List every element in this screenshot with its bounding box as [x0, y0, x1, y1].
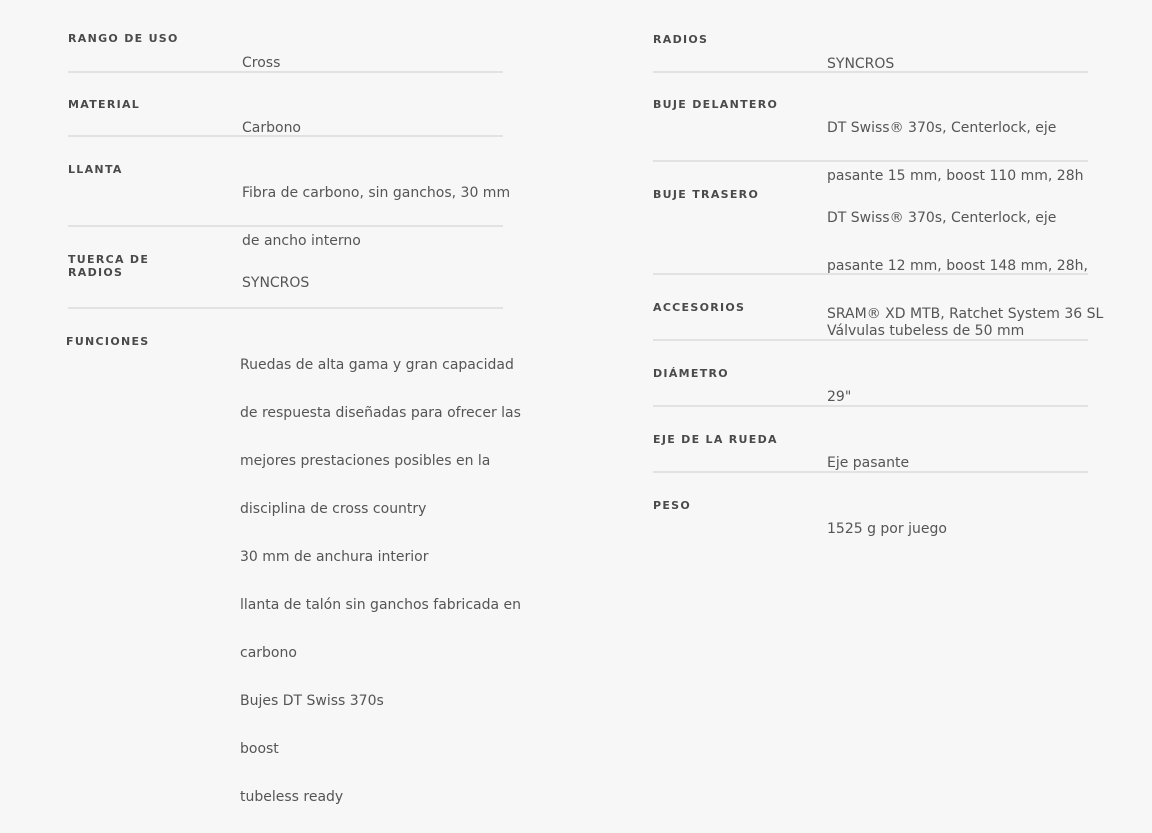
spec-value-line: tubeless ready [240, 789, 344, 805]
spec-label: FUNCIONES [66, 335, 150, 348]
spec-label-line: TUERCA DE [68, 253, 150, 266]
spec-value-line: pasante 12 mm, boost 148 mm, 28h, [827, 258, 1088, 274]
spec-value-line: Válvulas tubeless de 50 mm [827, 323, 1025, 339]
spec-label: PESO [653, 499, 692, 512]
spec-row-funciones [66, 309, 521, 805]
spec-value-line: carbono [240, 645, 297, 661]
spec-value-line: llanta de talón sin ganchos fabricada en [240, 597, 521, 613]
spec-row-material [68, 73, 503, 137]
spec-row-tuerca-de-radios [68, 227, 503, 309]
spec-value-line: DT Swiss® 370s, Centerlock, eje [827, 120, 1057, 136]
spec-label: EJE DE LA RUEDA [653, 433, 778, 446]
spec-value-line: 1525 g por juego [827, 521, 947, 537]
spec-label-line: RADIOS [68, 266, 124, 279]
spec-value-line: mejores prestaciones posibles en la [240, 453, 491, 469]
spec-label: DIÁMETRO [653, 367, 729, 380]
spec-value-line: pasante 15 mm, boost 110 mm, 28h [827, 168, 1084, 184]
spec-value-line: SYNCROS [827, 56, 895, 72]
spec-value [240, 329, 521, 833]
spec-value-line: DT Swiss® 370s, Centerlock, eje [827, 210, 1057, 226]
spec-value-line: SRAM® XD MTB, Ratchet System 36 SL [827, 306, 1104, 322]
spec-value-line: Carbono [242, 120, 302, 136]
spec-label: BUJE TRASERO [653, 188, 760, 201]
spec-value-line: Ruedas de alta gama y gran capacidad [240, 357, 514, 373]
spec-value [827, 493, 1097, 565]
spec-value-line: Fibra de carbono, sin ganchos, 30 mm [242, 185, 511, 201]
spec-label: RADIOS [653, 33, 709, 46]
spec-row-radios [653, 27, 1088, 73]
spec-value-line: Bujes DT Swiss 370s [240, 693, 384, 709]
spec-value-line: de respuesta diseñadas para ofrecer las [240, 405, 521, 421]
spec-label: LLANTA [68, 163, 123, 176]
spec-row-accesorios [653, 275, 1088, 341]
spec-value-line: boost [240, 741, 279, 757]
spec-value-line: Eje pasante [827, 455, 910, 471]
spec-value-line: SYNCROS [242, 275, 310, 291]
spec-row-diametro [653, 341, 1088, 407]
spec-row-rango-de-uso [68, 26, 503, 73]
spec-label [68, 253, 218, 279]
spec-value-line: 29" [827, 389, 852, 405]
spec-row-peso [653, 473, 1088, 537]
spec-value-line: de ancho interno [242, 233, 361, 249]
spec-row-eje-de-la-rueda [653, 407, 1088, 473]
spec-row-buje-delantero [653, 73, 1088, 184]
spec-label: RANGO DE USO [68, 32, 179, 45]
spec-value-line: disciplina de cross country [240, 501, 427, 517]
spec-value-line: 30 mm de anchura interior [240, 549, 429, 565]
spec-row-llanta [68, 137, 511, 249]
spec-label: BUJE DELANTERO [653, 98, 779, 111]
spec-label: MATERIAL [68, 98, 141, 111]
spec-label: ACCESORIOS [653, 301, 746, 314]
spec-value-line: Cross [242, 55, 281, 71]
